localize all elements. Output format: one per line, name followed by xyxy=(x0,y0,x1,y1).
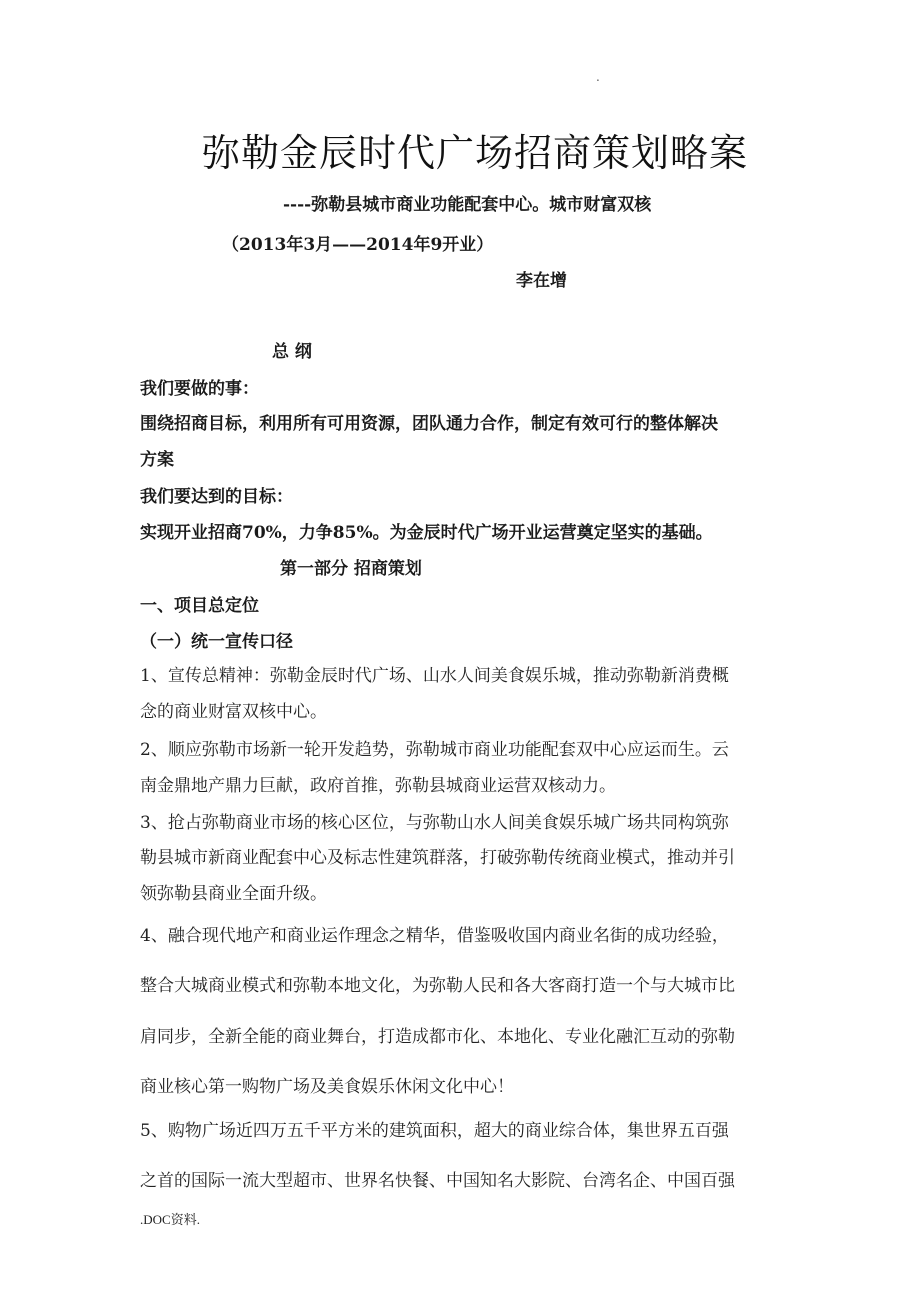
section-heading: 一、项目总定位 xyxy=(140,596,259,616)
paragraph-4-line-2: 整合大城商业模式和弥勒本地文化，为弥勒人民和各大客商打造一个与大城市比 xyxy=(140,976,735,996)
paragraph-2-line-2: 南金鼎地产鼎力巨献，政府首推，弥勒县城商业运营双核动力。 xyxy=(140,776,616,796)
document-dates: （2013年3月——2014年9开业） xyxy=(222,235,494,255)
paragraph-4-line-4: 商业核心第一购物广场及美食娱乐休闲文化中心！ xyxy=(140,1077,514,1097)
paragraph-5-line-2: 之首的国际一流大型超市、世界名快餐、中国知名大影院、台湾名企、中国百强 xyxy=(140,1171,735,1191)
paragraph-1-line-1: 1、宣传总精神：弥勒金辰时代广场、山水人间美食娱乐城，推动弥勒新消费概 xyxy=(140,666,729,686)
paragraph-3-line-1: 3、抢占弥勒商业市场的核心区位，与弥勒山水人间美食娱乐城广场共同构筑弥 xyxy=(140,813,729,833)
document-subtitle: ----弥勒县城市商业功能配套中心。城市财富双核 xyxy=(283,195,652,215)
outline-answer-1-line-2: 方案 xyxy=(140,450,174,470)
part1-heading: 第一部分 招商策划 xyxy=(280,559,422,579)
outline-answer-2: 实现开业招商70%，力争85%。为金辰时代广场开业运营奠定坚实的基础。 xyxy=(140,523,713,543)
document-title: 弥勒金辰时代广场招商策划略案 xyxy=(201,131,748,175)
paragraph-2-line-1: 2、顺应弥勒市场新一轮开发趋势，弥勒城市商业功能配套双中心应运而生。云 xyxy=(140,740,729,760)
page-footer: .DOC资料. xyxy=(140,1212,200,1227)
paragraph-3-line-2: 勒县城市新商业配套中心及标志性建筑群落，打破弥勒传统商业模式，推动并引 xyxy=(140,848,735,868)
paragraph-4-line-1: 4、融合现代地产和商业运作理念之精华，借鉴吸收国内商业名街的成功经验， xyxy=(140,926,729,946)
document-author: 李在增 xyxy=(516,271,567,291)
outline-question-2: 我们要达到的目标： xyxy=(140,487,293,507)
paragraph-1-line-2: 念的商业财富双核中心。 xyxy=(140,702,327,722)
paragraph-4-line-3: 肩同步，全新全能的商业舞台，打造成都市化、本地化、专业化融汇互动的弥勒 xyxy=(140,1027,735,1047)
subsection-heading: （一）统一宣传口径 xyxy=(140,632,293,652)
paragraph-5-line-1: 5、购物广场近四万五千平方米的建筑面积，超大的商业综合体，集世界五百强 xyxy=(140,1121,729,1141)
header-mark: . xyxy=(596,70,600,84)
outline-answer-1-line-1: 围绕招商目标，利用所有可用资源，团队通力合作，制定有效可行的整体解决 xyxy=(140,414,718,434)
outline-heading: 总 纲 xyxy=(272,342,312,362)
outline-question-1: 我们要做的事： xyxy=(140,379,259,399)
paragraph-3-line-3: 领弥勒县商业全面升级。 xyxy=(140,884,327,904)
